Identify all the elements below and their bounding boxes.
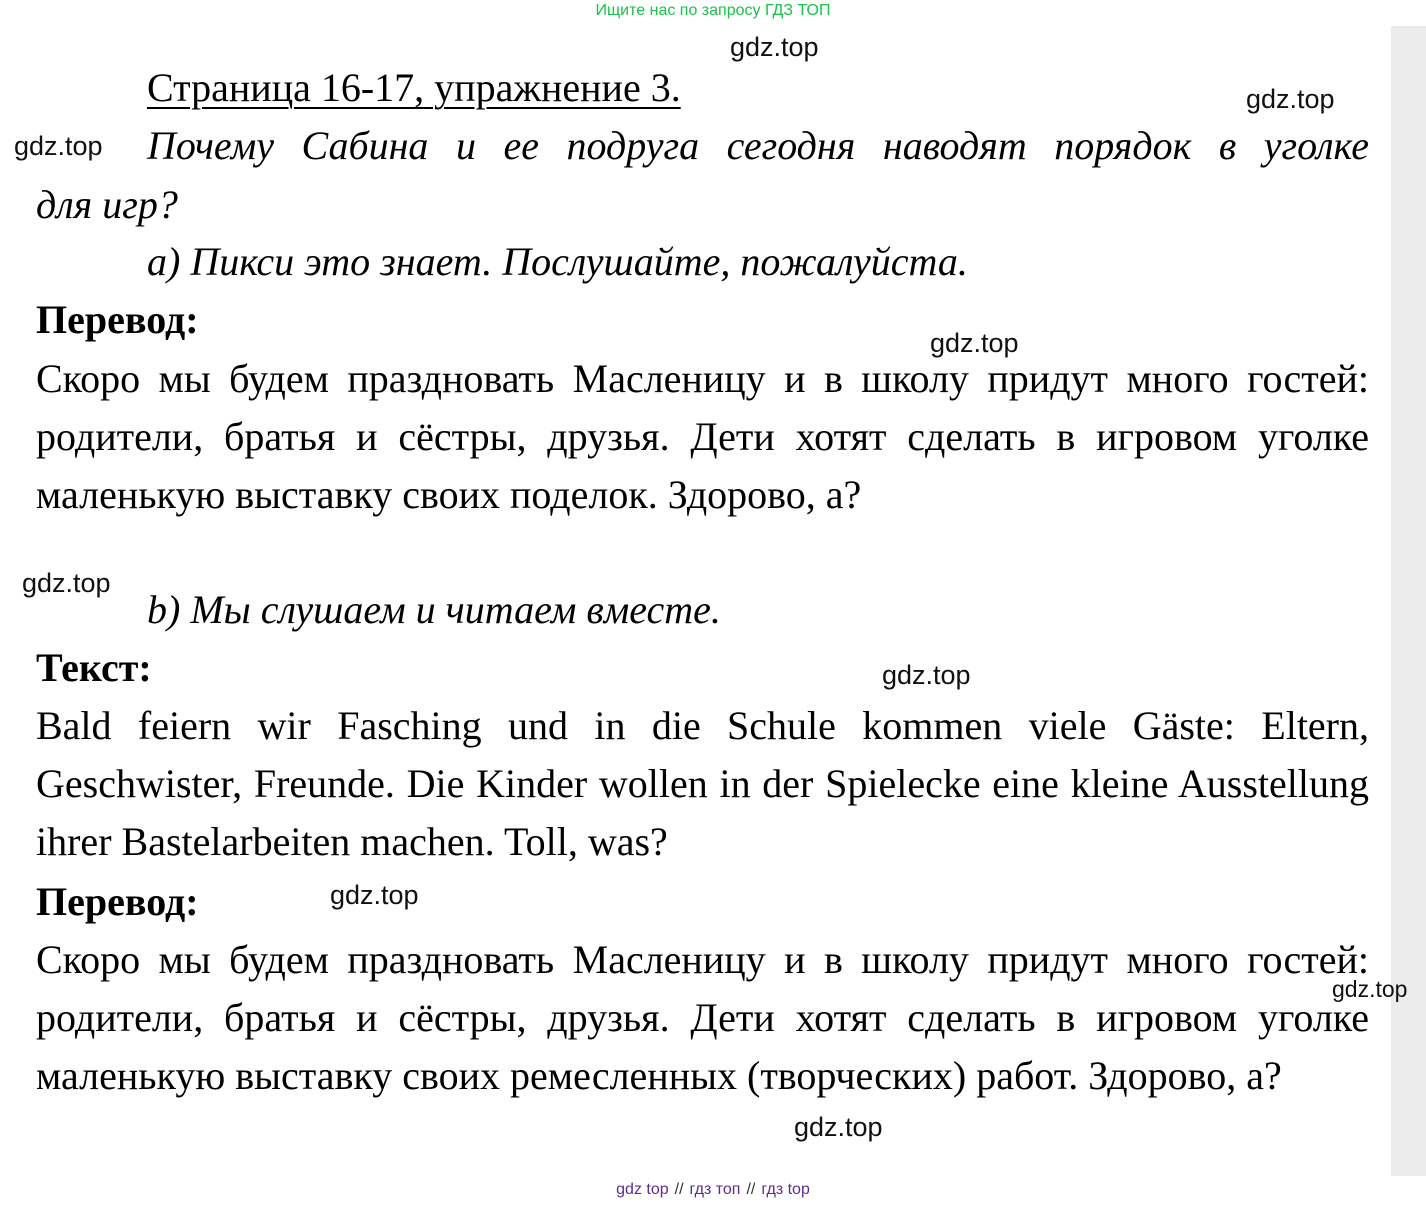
watermark: gdz.top xyxy=(1246,84,1335,114)
watermark: gdz.top xyxy=(14,131,103,161)
footer-link-2[interactable]: гдз топ xyxy=(689,1181,741,1198)
translation-label-1: Перевод: xyxy=(36,297,199,342)
watermark: gdz.top xyxy=(730,32,819,62)
page-title: Страница 16-17, упражнение 3. xyxy=(147,65,681,110)
watermark: gdz.top xyxy=(930,328,1019,358)
footer-link-3[interactable]: гдз top xyxy=(761,1181,810,1198)
footer-separator: // xyxy=(746,1181,756,1198)
part-b-heading: b) Мы слушаем и читаем вместе. xyxy=(147,587,721,632)
footer-links xyxy=(0,1180,1426,1200)
text-label: Текст: xyxy=(36,645,152,690)
watermark: gdz.top xyxy=(330,880,419,910)
translation-paragraph-1: Скоро мы будем праздновать Масленицу и в школу придут много гостей: родители, братья и сёстры, друзья. Дети хотят сделать в игровом уголке маленькую выставку своих поделок. Здорово, а? xyxy=(36,356,1369,517)
part-a-heading: a) Пикси это знает. Послушайте, пожалуйста. xyxy=(147,239,968,284)
german-text-paragraph: Bald feiern wir Fasching und in die Schule kommen viele Gäste: Eltern, Geschwister, Freunde. Die Kinder wollen in der Spielecke eine kleine Ausstellung ihrer Bastelarbeiten machen. Toll, was? xyxy=(36,703,1369,864)
question-line-2: для игр? xyxy=(36,182,178,227)
watermark: gdz.top xyxy=(882,660,971,690)
watermark: gdz.top xyxy=(22,568,111,598)
footer-separator: // xyxy=(674,1181,684,1198)
question-line-1: Почему Сабина и ее подруга сегодня наводят порядок в уголке xyxy=(147,123,1369,168)
translation-paragraph-2: Скоро мы будем праздновать Масленицу и в школу придут много гостей: родители, братья и сёстры, друзья. Дети хотят сделать в игровом уголке маленькую выставку своих ремесленных (творческих) работ. Здорово, а? xyxy=(36,937,1369,1098)
watermark: gdz.top xyxy=(794,1112,883,1142)
footer-link-1[interactable]: gdz top xyxy=(616,1181,669,1198)
watermark: gdz.top xyxy=(1332,976,1408,1002)
search-hint-link[interactable]: Ищите нас по запросу ГДЗ ТОП xyxy=(595,2,831,19)
translation-label-2: Перевод: xyxy=(36,879,199,924)
